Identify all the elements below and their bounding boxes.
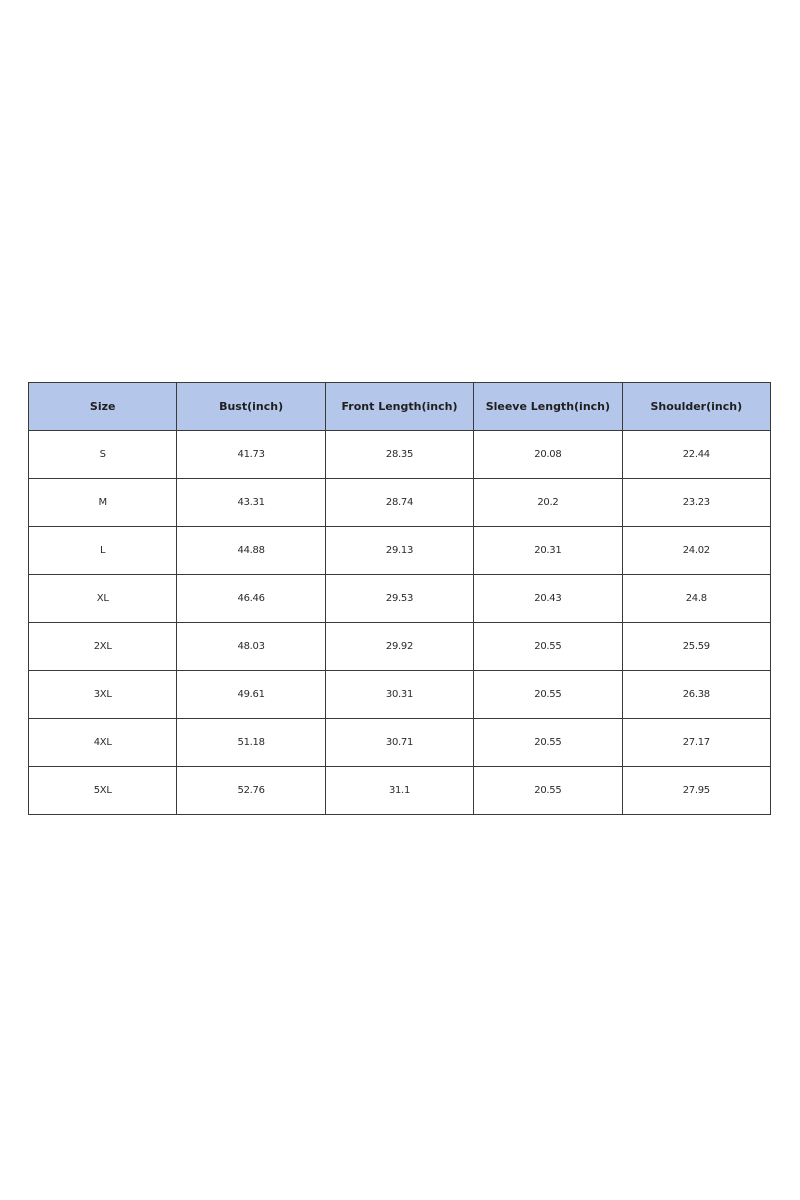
cell-sleeve-length: 20.31 — [474, 527, 622, 575]
table-row — [29, 719, 771, 767]
cell-shoulder: 27.17 — [622, 719, 770, 767]
cell-size: 5XL — [29, 767, 177, 815]
cell-size: L — [29, 527, 177, 575]
cell-size: 4XL — [29, 719, 177, 767]
cell-shoulder: 22.44 — [622, 431, 770, 479]
cell-front-length: 31.1 — [325, 767, 473, 815]
cell-sleeve-length: 20.55 — [474, 767, 622, 815]
cell-front-length: 29.13 — [325, 527, 473, 575]
cell-bust: 51.18 — [177, 719, 325, 767]
cell-size: XL — [29, 575, 177, 623]
table-row — [29, 431, 771, 479]
table-row — [29, 623, 771, 671]
size-chart-body — [29, 431, 771, 815]
cell-bust: 49.61 — [177, 671, 325, 719]
cell-front-length: 28.74 — [325, 479, 473, 527]
header-size: Size — [29, 383, 177, 431]
cell-shoulder: 24.02 — [622, 527, 770, 575]
cell-sleeve-length: 20.55 — [474, 623, 622, 671]
cell-bust: 46.46 — [177, 575, 325, 623]
cell-front-length: 30.31 — [325, 671, 473, 719]
cell-sleeve-length: 20.55 — [474, 719, 622, 767]
cell-shoulder: 23.23 — [622, 479, 770, 527]
table-row — [29, 527, 771, 575]
table-row — [29, 671, 771, 719]
cell-shoulder: 26.38 — [622, 671, 770, 719]
cell-bust: 48.03 — [177, 623, 325, 671]
cell-size: M — [29, 479, 177, 527]
table-row — [29, 479, 771, 527]
cell-size: 3XL — [29, 671, 177, 719]
cell-sleeve-length: 20.43 — [474, 575, 622, 623]
cell-bust: 43.31 — [177, 479, 325, 527]
cell-bust: 41.73 — [177, 431, 325, 479]
header-row — [29, 383, 771, 431]
size-chart-table — [28, 382, 771, 815]
cell-shoulder: 27.95 — [622, 767, 770, 815]
cell-front-length: 30.71 — [325, 719, 473, 767]
table-row — [29, 767, 771, 815]
header-bust: Bust(inch) — [177, 383, 325, 431]
cell-shoulder: 25.59 — [622, 623, 770, 671]
cell-sleeve-length: 20.2 — [474, 479, 622, 527]
cell-front-length: 28.35 — [325, 431, 473, 479]
table-row — [29, 575, 771, 623]
cell-front-length: 29.92 — [325, 623, 473, 671]
cell-bust: 52.76 — [177, 767, 325, 815]
header-shoulder: Shoulder(inch) — [622, 383, 770, 431]
cell-size: 2XL — [29, 623, 177, 671]
cell-sleeve-length: 20.08 — [474, 431, 622, 479]
size-chart-header — [29, 383, 771, 431]
cell-bust: 44.88 — [177, 527, 325, 575]
cell-shoulder: 24.8 — [622, 575, 770, 623]
cell-front-length: 29.53 — [325, 575, 473, 623]
header-front-length: Front Length(inch) — [325, 383, 473, 431]
cell-size: S — [29, 431, 177, 479]
header-sleeve-length: Sleeve Length(inch) — [474, 383, 622, 431]
cell-sleeve-length: 20.55 — [474, 671, 622, 719]
